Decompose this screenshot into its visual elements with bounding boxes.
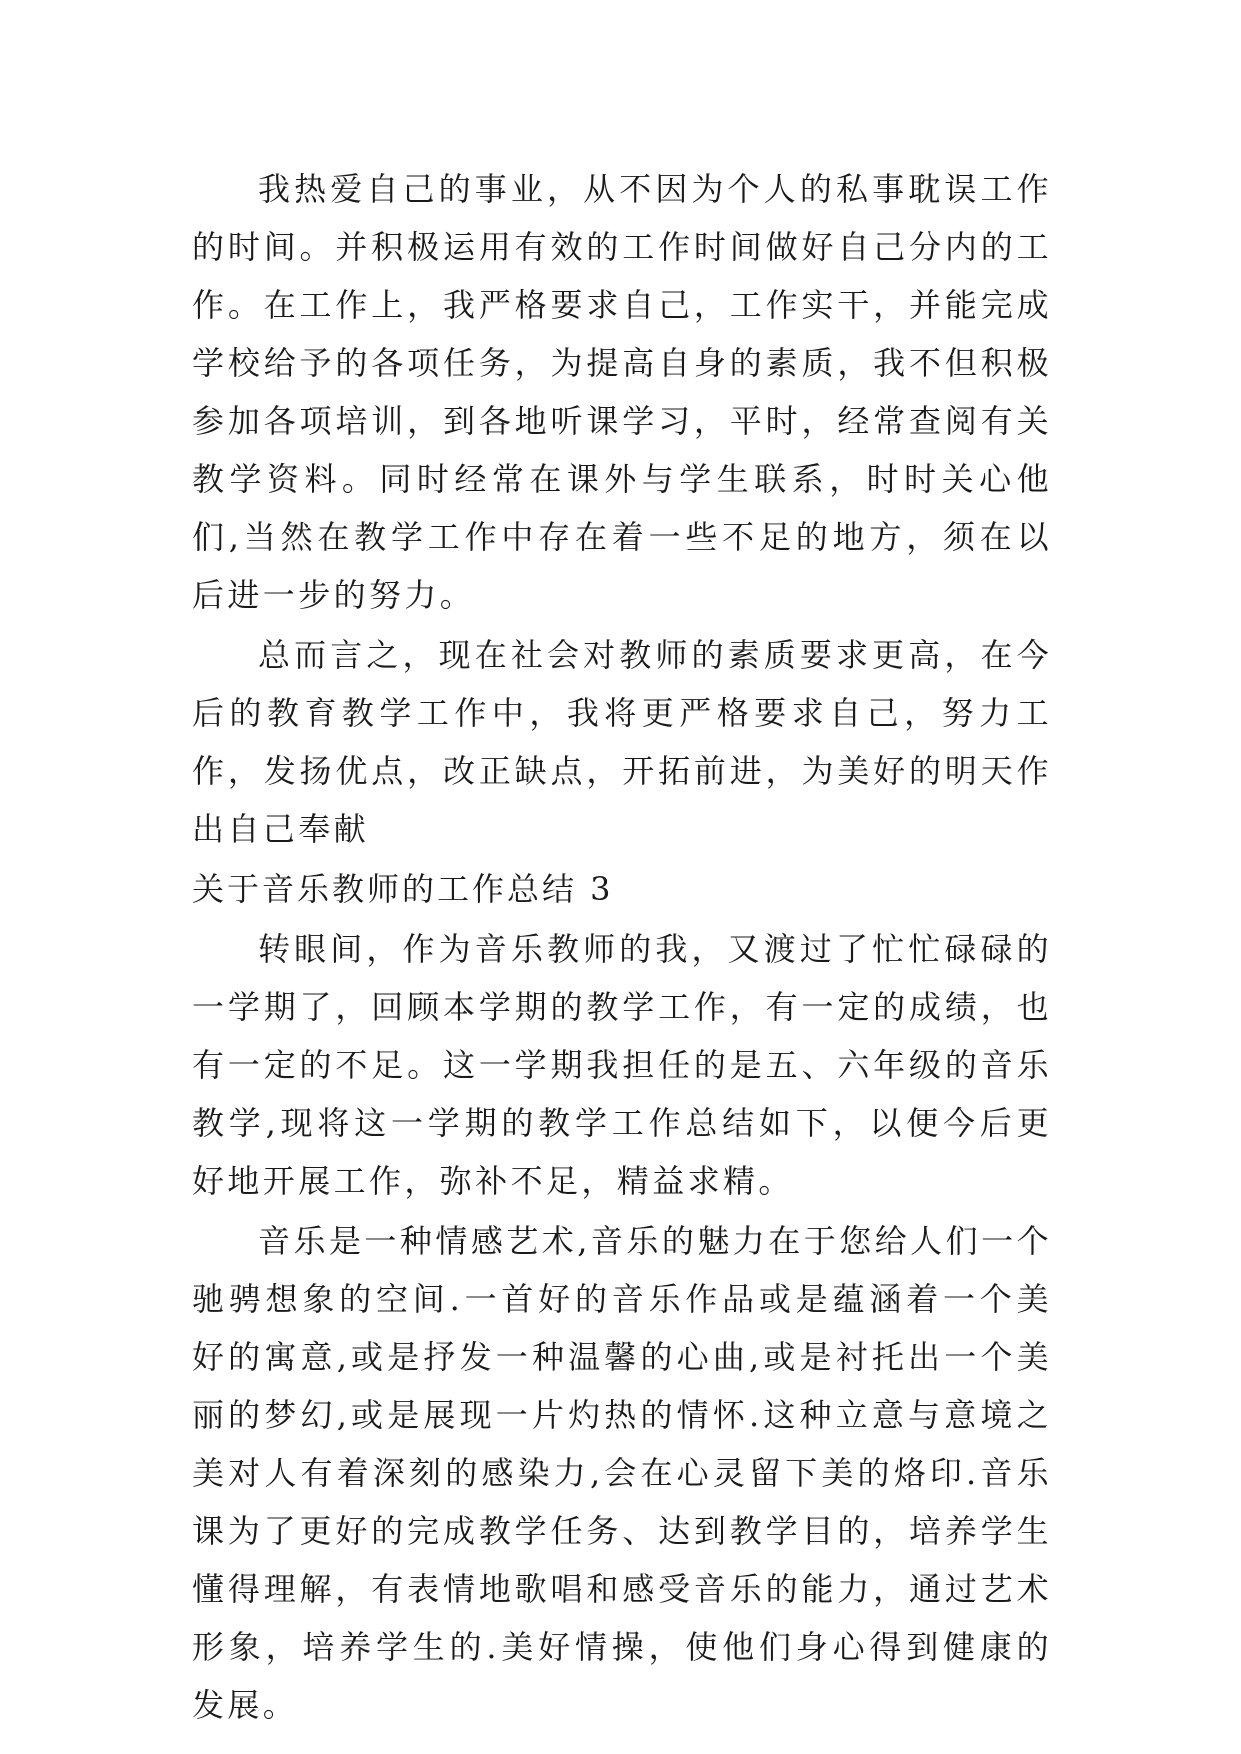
document-body xyxy=(192,160,1052,1736)
paragraph-semester-review: 转眼间，作为音乐教师的我，又渡过了忙忙碌碌的一学期了，回顾本学期的教学工作，有一定的成绩，也有一定的不足。这一学期我担任的是五、六年级的音乐教学,现将这一学期的教学工作总结如下，以便今后更好地开展工作，弥补不足，精益求精。 xyxy=(192,930,1052,1200)
section-heading: 关于音乐教师的工作总结 3 xyxy=(192,870,614,908)
paragraph-work-attitude: 我热爱自己的事业，从不因为个人的私事耽误工作的时间。并积极运用有效的工作时间做好自己分内的工作。在工作上，我严格要求自己，工作实干，并能完成学校给予的各项任务，为提高自身的素质，我不但积极参加各项培训，到各地听课学习，平时，经常查阅有关教学资料。同时经常在课外与学生联系，时时关心他们,当然在教学工作中存在着一些不足的地方，须在以后进一步的努力。 xyxy=(192,170,1052,614)
paragraph-music-art: 音乐是一种情感艺术,音乐的魅力在于您给人们一个驰骋想象的空间.一首好的音乐作品或是蕴涵着一个美好的寓意,或是抒发一种温馨的心曲,或是衬托出一个美丽的梦幻,或是展现一片灼热的情怀.这种立意与意境之美对人有着深刻的感染力,会在心灵留下美的烙印.音乐课为了更好的完成教学任务、达到教学目的，培养学生懂得理解，有表情地歌唱和感受音乐的能力，通过艺术形象，培养学生的.美好情操，使他们身心得到健康的发展。 xyxy=(192,1222,1052,1724)
paragraph-conclusion: 总而言之，现在社会对教师的素质要求更高，在今后的教育教学工作中，我将更严格要求自己，努力工作，发扬优点，改正缺点，开拓前进，为美好的明天作出自己奉献 xyxy=(192,636,1052,848)
